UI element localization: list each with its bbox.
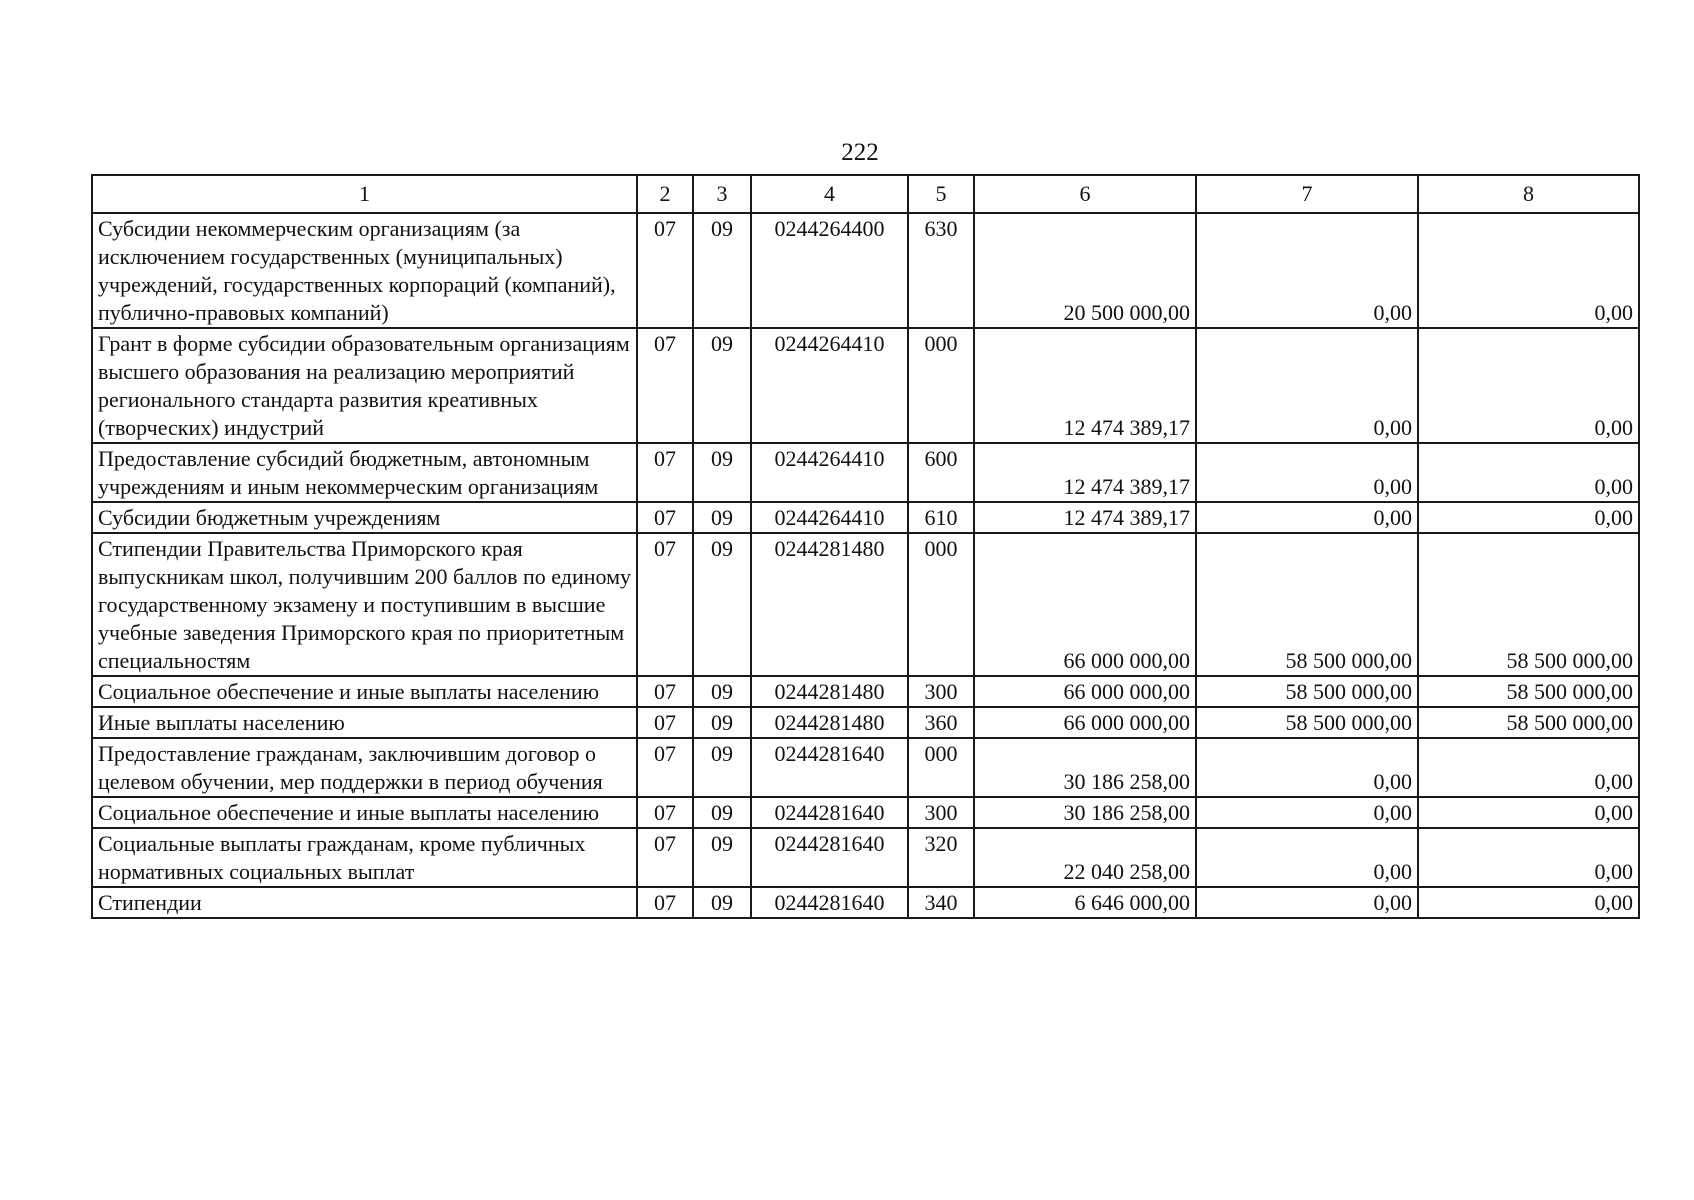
row-amount-col-7: 0,00 [1196,443,1418,502]
table-row [92,328,1639,443]
header-row [92,175,1639,213]
header-col-5: 5 [908,175,974,213]
row-amount-col-8: 0,00 [1418,738,1639,797]
row-target-article: 0244281640 [751,797,908,828]
row-section: 07 [637,213,693,328]
row-amount-col-6: 20 500 000,00 [974,213,1196,328]
row-amount-col-6: 66 000 000,00 [974,676,1196,707]
row-name: Социальное обеспечение и иные выплаты населению [92,797,637,828]
row-expense-type: 320 [908,828,974,887]
row-amount-col-7: 0,00 [1196,213,1418,328]
row-subsection: 09 [693,533,751,676]
row-subsection: 09 [693,502,751,533]
table-row [92,443,1639,502]
row-name: Грант в форме субсидии образовательным организациям высшего образования на реализацию мероприятий регионального стандарта развития креативных (творческих) индустрий [92,328,637,443]
row-amount-col-8: 0,00 [1418,502,1639,533]
row-name: Социальное обеспечение и иные выплаты населению [92,676,637,707]
header-col-7: 7 [1196,175,1418,213]
header-col-3: 3 [693,175,751,213]
row-amount-col-7: 58 500 000,00 [1196,676,1418,707]
row-name: Иные выплаты населению [92,707,637,738]
row-target-article: 0244281480 [751,676,908,707]
row-amount-col-6: 66 000 000,00 [974,533,1196,676]
row-amount-col-8: 0,00 [1418,213,1639,328]
row-section: 07 [637,797,693,828]
row-name: Субсидии бюджетным учреждениям [92,502,637,533]
header-col-8: 8 [1418,175,1639,213]
row-expense-type: 000 [908,738,974,797]
row-amount-col-6: 12 474 389,17 [974,328,1196,443]
row-subsection: 09 [693,707,751,738]
row-expense-type: 610 [908,502,974,533]
row-subsection: 09 [693,887,751,918]
row-expense-type: 630 [908,213,974,328]
row-amount-col-6: 12 474 389,17 [974,502,1196,533]
row-amount-col-6: 30 186 258,00 [974,797,1196,828]
table-row [92,707,1639,738]
row-amount-col-7: 0,00 [1196,738,1418,797]
row-expense-type: 340 [908,887,974,918]
row-target-article: 0244281480 [751,533,908,676]
header-col-2: 2 [637,175,693,213]
row-name: Стипендии Правительства Приморского края выпускникам школ, получившим 200 баллов по единому государственному экзамену и поступившим в высшие учебные заведения Приморского края по приоритетным специальностям [92,533,637,676]
row-section: 07 [637,676,693,707]
row-target-article: 0244264400 [751,213,908,328]
header-col-4: 4 [751,175,908,213]
row-section: 07 [637,328,693,443]
row-name: Социальные выплаты гражданам, кроме публичных нормативных социальных выплат [92,828,637,887]
row-amount-col-7: 0,00 [1196,797,1418,828]
row-amount-col-7: 0,00 [1196,502,1418,533]
row-subsection: 09 [693,828,751,887]
row-amount-col-8: 0,00 [1418,887,1639,918]
row-name: Стипендии [92,887,637,918]
row-amount-col-6: 30 186 258,00 [974,738,1196,797]
row-subsection: 09 [693,328,751,443]
row-expense-type: 300 [908,797,974,828]
row-amount-col-8: 58 500 000,00 [1418,533,1639,676]
row-amount-col-6: 12 474 389,17 [974,443,1196,502]
row-amount-col-7: 0,00 [1196,328,1418,443]
row-expense-type: 300 [908,676,974,707]
row-amount-col-7: 0,00 [1196,828,1418,887]
table-row [92,213,1639,328]
row-amount-col-7: 58 500 000,00 [1196,707,1418,738]
table-row [92,797,1639,828]
header-col-6: 6 [974,175,1196,213]
table-row [92,676,1639,707]
row-target-article: 0244264410 [751,328,908,443]
row-section: 07 [637,828,693,887]
row-name: Предоставление гражданам, заключившим договор о целевом обучении, мер поддержки в период обучения [92,738,637,797]
row-section: 07 [637,707,693,738]
row-subsection: 09 [693,676,751,707]
row-expense-type: 360 [908,707,974,738]
row-target-article: 0244281640 [751,738,908,797]
row-section: 07 [637,443,693,502]
row-name: Предоставление субсидий бюджетным, автономным учреждениям и иным некоммерческим организациям [92,443,637,502]
table-row [92,502,1639,533]
table-row [92,828,1639,887]
table-row [92,533,1639,676]
row-expense-type: 000 [908,533,974,676]
table-row [92,887,1639,918]
row-amount-col-8: 0,00 [1418,797,1639,828]
row-subsection: 09 [693,738,751,797]
row-target-article: 0244264410 [751,443,908,502]
row-amount-col-8: 0,00 [1418,828,1639,887]
row-amount-col-8: 58 500 000,00 [1418,676,1639,707]
row-target-article: 0244264410 [751,502,908,533]
row-section: 07 [637,887,693,918]
row-expense-type: 000 [908,328,974,443]
row-section: 07 [637,533,693,676]
page-number: 222 [841,139,879,166]
row-subsection: 09 [693,797,751,828]
row-section: 07 [637,738,693,797]
row-amount-col-7: 58 500 000,00 [1196,533,1418,676]
row-target-article: 0244281480 [751,707,908,738]
row-amount-col-6: 6 646 000,00 [974,887,1196,918]
budget-table [91,174,1640,919]
row-target-article: 0244281640 [751,887,908,918]
row-amount-col-7: 0,00 [1196,887,1418,918]
row-name: Субсидии некоммерческим организациям (за исключением государственных (муниципальных) учреждений, государственных корпораций (компаний), публично-правовых компаний) [92,213,637,328]
row-expense-type: 600 [908,443,974,502]
header-col-1: 1 [92,175,637,213]
row-amount-col-8: 0,00 [1418,328,1639,443]
row-subsection: 09 [693,443,751,502]
row-amount-col-6: 66 000 000,00 [974,707,1196,738]
row-target-article: 0244281640 [751,828,908,887]
row-subsection: 09 [693,213,751,328]
table-row [92,738,1639,797]
row-amount-col-8: 58 500 000,00 [1418,707,1639,738]
row-amount-col-8: 0,00 [1418,443,1639,502]
row-section: 07 [637,502,693,533]
row-amount-col-6: 22 040 258,00 [974,828,1196,887]
